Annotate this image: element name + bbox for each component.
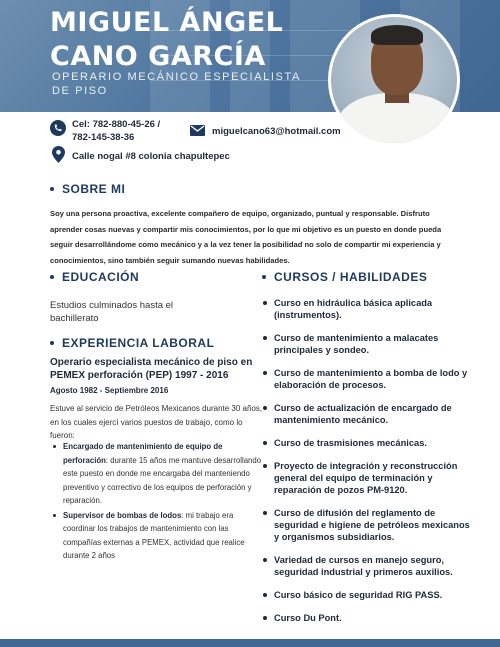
list-item: Encargado de mantenimiento de equipo de perforación: durante 15 años me mantuve desarrollando este puesto en donde me encargaba del manteniendo preventivo y correctivo de los equipos de perforación y reparación.: [50, 440, 262, 508]
section-title-education: EDUCACIÓN: [50, 270, 139, 284]
list-item: Variedad de cursos en manejo seguro, seguridad industrial y primeros auxilios.: [262, 554, 472, 578]
list-item: Curso de mantenimiento a malacates principales y sondeo.: [262, 332, 472, 356]
about-text: Soy una persona proactiva, excelente compañero de equipo, organizado, puntual y responsable. Disfruto aprender cosas nuevas y compartir mis conocimientos, por lo que mi objetivo es un puesto en donde pueda seguir desarrollándome como mecánico y a la vez tener la posibilidad no solo de compartir mi experiencia y conocimientos, sino también seguir sumando nuevas habilidades.: [50, 209, 442, 265]
mail-icon: [190, 125, 205, 136]
education-text: Estudios culminados hasta el bachillerato: [50, 300, 174, 324]
list-item: Curso en hidráulica básica aplicada (instrumentos).: [262, 297, 472, 321]
phone-numbers: Cel: 782-880-45-26 / 782-145-38-36: [72, 119, 161, 143]
list-item: Curso de difusión del reglamento de seguridad e higiene de petróleos mexicanos y organismos subsidiarios.: [262, 507, 472, 543]
list-item: Curso Du Pont.: [262, 612, 472, 624]
job-title: Operario especialista mecánico de piso en PEMEX perforación (PEP) 1997 - 2016: [50, 357, 253, 381]
list-item: Curso básico de seguridad RIG PASS.: [262, 589, 472, 601]
list-item: Curso de mantenimiento a bomba de lodo y elaboración de procesos.: [262, 367, 472, 391]
section-title-about: SOBRE MI: [50, 182, 125, 196]
job-dates: Agosto 1982 - Septiembre 2016: [50, 386, 169, 395]
section-title-experience: EXPERIENCIA LABORAL: [50, 336, 214, 350]
candidate-name: MIGUEL ÁNGEL CANO GARCÍA: [50, 7, 284, 72]
phone-icon: [50, 120, 66, 136]
list-item: Curso de trasmisiones mecánicas.: [262, 437, 472, 449]
street-address: Calle nogal #8 colonia chapultepec: [72, 151, 230, 162]
profile-photo: [328, 14, 460, 146]
candidate-role: OPERARIO MECÁNICO ESPECIALISTA DE PISO: [52, 71, 301, 97]
list-item: Proyecto de integración y reconstrucción general del equipo de terminación y reparación de pozos PM-9120.: [262, 460, 472, 496]
job-intro: Estuve al servicio de Petróleos Mexicanos durante 30 años, en los cuales ejercí varios puestos de trabajo, como lo fueron:: [50, 404, 263, 440]
email-address: miguelcano63@hotmail.com: [212, 126, 341, 137]
list-item: Curso de actualización de encargado de mantenimiento mecánico.: [262, 402, 472, 426]
section-title-courses: CURSOS / HABILIDADES: [262, 270, 427, 284]
job-duties-list: [50, 440, 262, 564]
list-item: Supervisor de bombas de lodos: mi trabajo era coordinar los trabajos de mantenimiento con las compañías externas a PEMEX, actividad que realice durante 2 años: [50, 509, 262, 563]
courses-list: [262, 297, 472, 624]
location-pin-icon: [52, 146, 65, 163]
footer-bar: [0, 639, 500, 647]
